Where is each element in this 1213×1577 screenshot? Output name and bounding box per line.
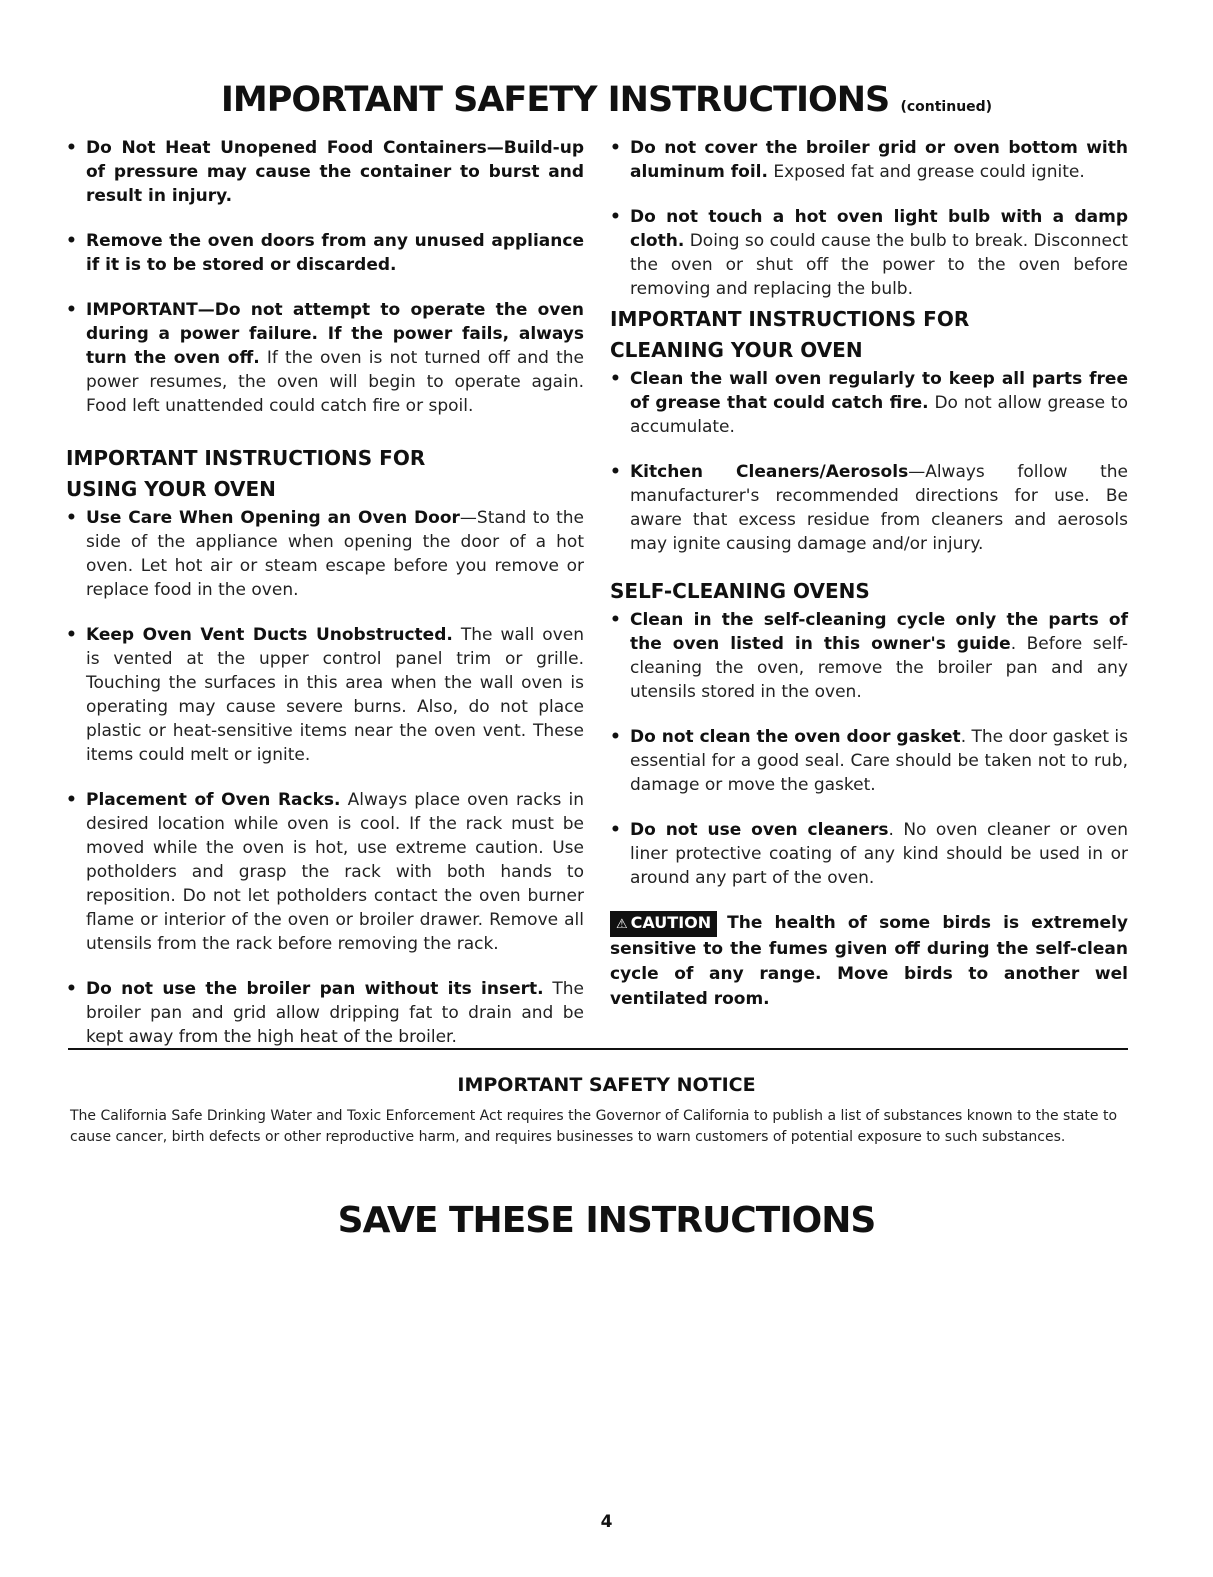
list-item xyxy=(66,298,584,418)
item-lead: Do not use oven cleaners xyxy=(630,820,889,840)
list-item xyxy=(610,460,1128,556)
item-body: —Stand to the side of the appliance when opening the door of a hot oven. Let hot air or steam escape before you remove or replace food in the oven. xyxy=(86,508,584,600)
item-lead: Placement of Oven Racks. xyxy=(86,790,341,810)
bullet: • xyxy=(610,610,621,630)
list-item xyxy=(610,136,1128,184)
divider xyxy=(68,1048,1128,1050)
bullet: • xyxy=(610,727,621,747)
section-title-line2: CLEANING YOUR OVEN xyxy=(610,338,863,362)
item-body: . Before self-cleaning the oven, remove the broiler pan and any utensils stored in the oven. xyxy=(630,634,1128,702)
item-body: Doing so could cause the bulb to break. Disconnect the oven or shut off the power to the oven before removing and replacing the bulb. xyxy=(630,231,1128,299)
section-header-using xyxy=(66,444,584,504)
item-lead: Clean the wall oven regularly to keep all parts free of grease that could catch fire. xyxy=(630,369,1128,413)
item-body: . No oven cleaner or oven liner protective coating of any kind should be used in or around any part of the oven. xyxy=(630,820,1128,888)
item-body: The broiler pan and grid allow dripping fat to drain and be kept away from the high heat of the broiler. xyxy=(86,979,584,1047)
section-title-line1: IMPORTANT INSTRUCTIONS FOR xyxy=(610,307,970,331)
title-text: IMPORTANT SAFETY INSTRUCTIONS xyxy=(220,80,890,120)
list-item xyxy=(66,788,584,956)
item-lead: Do not cover the broiler grid or oven bottom with aluminum foil. xyxy=(630,138,1128,182)
item-lead: Clean in the self-cleaning cycle only the parts of the oven listed in this owner's guide xyxy=(630,610,1128,654)
bullet: • xyxy=(66,625,77,645)
bullet: • xyxy=(610,462,621,482)
list-item xyxy=(66,506,584,602)
title-continued: (continued) xyxy=(900,99,993,115)
bullet: • xyxy=(610,820,621,840)
caution-notice xyxy=(610,911,1128,1012)
list-item xyxy=(610,818,1128,890)
section-title-line2: USING YOUR OVEN xyxy=(66,477,276,501)
notice-text: The California Safe Drinking Water and Toxic Enforcement Act requires the Governor of California to publish a list of substances known to the state to cause cancer, birth defects or other reproductive harm, and requires businesses to warn customers of potential exposure to such substances. xyxy=(70,1108,1118,1145)
bullet: • xyxy=(610,369,621,389)
save-instructions-heading: SAVE THESE INSTRUCTIONS xyxy=(337,1200,876,1241)
item-lead: Do not clean the oven door gasket xyxy=(630,727,961,747)
list-item xyxy=(610,725,1128,797)
page-title xyxy=(0,80,1213,120)
item-lead: Remove the oven doors from any unused appliance if it is to be stored or discarded. xyxy=(86,231,584,275)
item-body: If the oven is not turned off and the power resumes, the oven will begin to operate again. Food left unattended could catch fire or spoil. xyxy=(86,348,584,416)
item-lead: Do not use the broiler pan without its insert. xyxy=(86,979,544,999)
bullet: • xyxy=(66,790,77,810)
caution-text: The health of some birds is extremely sensitive to the fumes given off during the self-clean cycle of any range. Move birds to another wel ventilated room. xyxy=(610,913,1128,1009)
bullet: • xyxy=(66,508,77,528)
list-item xyxy=(610,367,1128,439)
item-lead: IMPORTANT—Do not attempt to operate the oven during a power failure. If the power fails, always turn the oven off. xyxy=(86,300,584,368)
list-item xyxy=(66,136,584,208)
item-lead: Do not touch a hot oven light bulb with a damp cloth. xyxy=(630,207,1128,251)
list-item xyxy=(66,977,584,1049)
section-header-cleaning xyxy=(610,305,1128,365)
caution-badge xyxy=(610,911,717,937)
item-body: Exposed fat and grease could ignite. xyxy=(767,162,1085,182)
notice-title: IMPORTANT SAFETY NOTICE xyxy=(457,1074,756,1096)
caution-label: CAUTION xyxy=(630,913,712,932)
bullet: • xyxy=(66,231,77,251)
item-body: Do not allow grease to accumulate. xyxy=(630,393,1128,437)
item-lead: Keep Oven Vent Ducts Unobstructed. xyxy=(86,625,453,645)
bullet: • xyxy=(66,300,77,320)
item-body: —Always follow the manufacturer's recommended directions for use. Be aware that excess residue from cleaners and aerosols may ignite causing damage and/or injury. xyxy=(630,462,1128,554)
item-body: Always place oven racks in desired location while oven is cool. If the rack must be moved while the oven is hot, use extreme caution. Use potholders and grasp the rack with both hands to reposition. Do not let potholders contact the oven burner flame or interior of the oven or broiler drawer. Remove all utensils from the rack before removing the rack. xyxy=(86,790,585,954)
section-title-self-cleaning: SELF-CLEANING OVENS xyxy=(610,579,870,603)
right-column xyxy=(610,136,1128,1012)
section-title-line1: IMPORTANT INSTRUCTIONS FOR xyxy=(66,446,426,470)
list-item xyxy=(610,608,1128,704)
bullet: • xyxy=(66,979,77,999)
bullet: • xyxy=(66,138,77,158)
item-lead: Kitchen Cleaners/Aerosols xyxy=(630,462,909,482)
bullet: • xyxy=(610,138,621,158)
list-item xyxy=(610,205,1128,301)
list-item xyxy=(66,229,584,277)
left-column xyxy=(66,136,584,1070)
bullet: • xyxy=(610,207,621,227)
list-item xyxy=(66,623,584,767)
warning-triangle-icon: ⚠ xyxy=(616,917,628,932)
item-lead: Use Care When Opening an Oven Door xyxy=(86,508,460,528)
item-lead: Do Not Heat Unopened Food Containers—Build-up of pressure may cause the container to burst and result in injury. xyxy=(86,138,584,206)
item-body: . The door gasket is essential for a good seal. Care should be taken not to rub, damage or move the gasket. xyxy=(630,727,1129,795)
page-number: 4 xyxy=(600,1512,613,1532)
item-body: The wall oven is vented at the upper control panel trim or grille. Touching the surfaces in this area when the wall oven is operating may cause severe burns. Also, do not place plastic or heat-sensitive items near the oven vent. These items could melt or ignite. xyxy=(86,625,585,765)
